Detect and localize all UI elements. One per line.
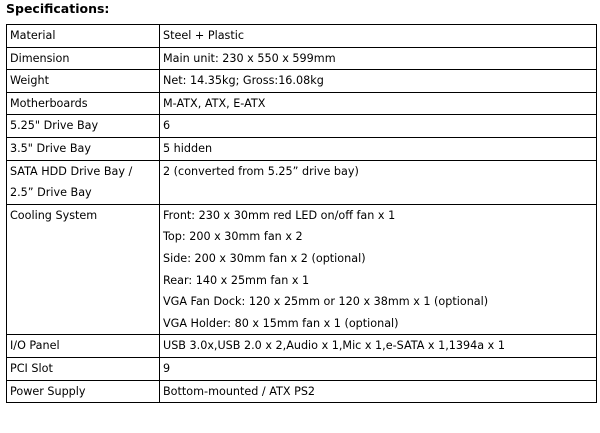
spec-label-cell — [7, 137, 160, 160]
spec-value: VGA Holder: 80 x 15mm fan x 1 (optional) — [163, 316, 399, 330]
spec-label: 2.5” Drive Bay — [10, 186, 92, 200]
spec-value: USB 3.0x,USB 2.0 x 2,Audio x 1,Mic x 1,e-SATA x 1,1394a x 1 — [163, 339, 505, 353]
spec-label: I/O Panel — [10, 339, 60, 353]
spec-label-cell — [7, 70, 160, 93]
spec-value: VGA Fan Dock: 120 x 25mm or 120 x 38mm x 1 (optional) — [163, 295, 489, 309]
spec-label-cell — [7, 25, 160, 48]
spec-value: Net: 14.35kg; Gross:16.08kg — [163, 74, 324, 88]
spec-value-cell — [160, 70, 597, 93]
spec-row — [7, 204, 597, 335]
spec-value-cell — [160, 25, 597, 48]
spec-row — [7, 137, 597, 160]
spec-label: Weight — [10, 74, 49, 88]
spec-label: Motherboards — [10, 96, 88, 110]
spec-row — [7, 70, 597, 93]
spec-label-cell — [7, 204, 160, 335]
spec-row — [7, 25, 597, 48]
spec-label: PCI Slot — [10, 361, 53, 375]
spec-value: 5 hidden — [163, 141, 213, 155]
spec-row — [7, 357, 597, 380]
spec-value: Bottom-mounted / ATX PS2 — [163, 384, 316, 398]
spec-row — [7, 160, 597, 204]
specifications-table-body — [7, 25, 597, 403]
spec-label: 3.5" Drive Bay — [10, 141, 92, 155]
spec-value-cell — [160, 160, 597, 204]
specifications-heading: Specifications: — [6, 1, 110, 16]
spec-label-cell — [7, 357, 160, 380]
spec-label-cell — [7, 115, 160, 138]
spec-label: Material — [10, 29, 56, 42]
spec-value: Steel + Plastic — [163, 29, 245, 42]
spec-value: Main unit: 230 x 550 x 599mm — [163, 51, 336, 65]
spec-label-cell — [7, 160, 160, 204]
spec-label-cell — [7, 47, 160, 70]
spec-value: Front: 230 x 30mm red LED on/off fan x 1 — [163, 208, 396, 222]
spec-label: SATA HDD Drive Bay / — [10, 164, 133, 178]
spec-value-cell — [160, 380, 597, 403]
spec-label-cell — [7, 380, 160, 403]
spec-label: Dimension — [10, 51, 70, 65]
spec-value-cell — [160, 137, 597, 160]
spec-label-cell — [7, 92, 160, 115]
spec-value-cell — [160, 357, 597, 380]
spec-value: M-ATX, ATX, E-ATX — [163, 96, 266, 110]
spec-value-cell — [160, 204, 597, 335]
spec-value-cell — [160, 47, 597, 70]
spec-value-cell — [160, 92, 597, 115]
spec-label-cell — [7, 335, 160, 358]
spec-label: Power Supply — [10, 384, 86, 398]
spec-value: Rear: 140 x 25mm fan x 1 — [163, 273, 310, 287]
specifications-table — [6, 24, 597, 403]
spec-value: 9 — [163, 361, 171, 375]
spec-label: 5.25" Drive Bay — [10, 119, 99, 133]
spec-label: Cooling System — [10, 208, 98, 222]
spec-value-cell — [160, 335, 597, 358]
spec-row — [7, 47, 597, 70]
spec-row — [7, 115, 597, 138]
spec-value-cell — [160, 115, 597, 138]
spec-value: 6 — [163, 119, 171, 133]
spec-row — [7, 92, 597, 115]
spec-value: Side: 200 x 30mm fan x 2 (optional) — [163, 251, 366, 265]
spec-row — [7, 335, 597, 358]
spec-row — [7, 380, 597, 403]
spec-value: Top: 200 x 30mm fan x 2 — [163, 230, 303, 244]
spec-value: 2 (converted from 5.25” drive bay) — [163, 164, 359, 178]
